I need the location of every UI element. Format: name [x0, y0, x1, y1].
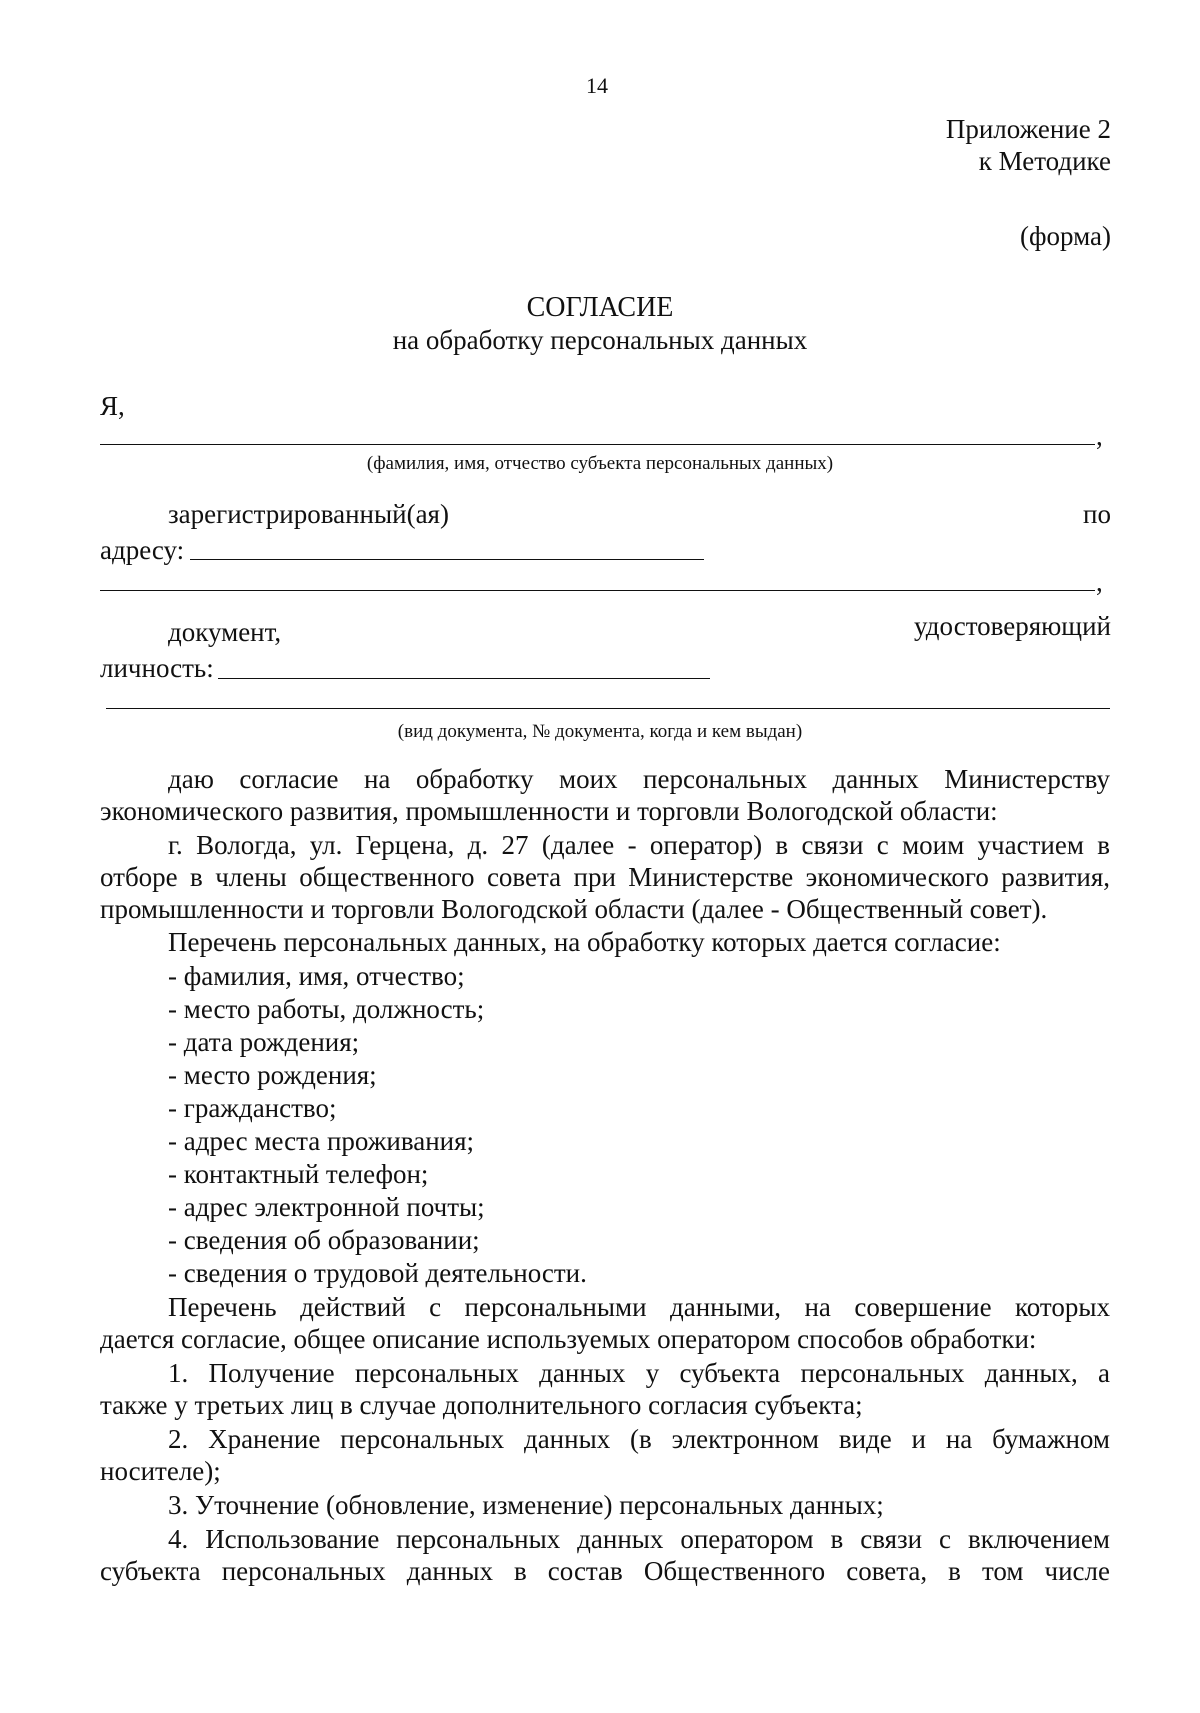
appendix-line-1: Приложение 2	[945, 114, 1111, 144]
operator-paragraph-line-2: отборе в члены общественного совета при Министерстве экономического развития,	[100, 862, 1110, 892]
operator-paragraph-line-1: г. Вологда, ул. Герцена, д. 27 (далее - оператор) в связи с моим участием в	[168, 830, 1110, 860]
document-details-input-line[interactable]	[106, 708, 1110, 709]
action-4-line-2: субъекта персональных данных в состав Общественного совета, в том числе	[100, 1556, 1110, 1586]
list-item: - фамилия, имя, отчество;	[168, 961, 465, 991]
document-subtitle: на обработку персональных данных	[392, 325, 808, 355]
address-input-line-2[interactable]	[100, 590, 1095, 591]
action-3: 3. Уточнение (обновление, изменение) персональных данных;	[168, 1490, 884, 1520]
list-item: - адрес электронной почты;	[168, 1192, 485, 1222]
action-2-line-2: носителе);	[100, 1456, 221, 1486]
list-item: - сведения о трудовой деятельности.	[168, 1258, 587, 1288]
document-caption: (вид документа, № документа, когда и кем выдан)	[397, 721, 803, 742]
ya-label: Я,	[100, 391, 125, 421]
actions-paragraph-line-2: дается согласие, общее описание используемых оператором способов обработки:	[100, 1324, 1037, 1354]
data-list-heading: Перечень персональных данных, на обработку которых дается согласие:	[168, 927, 1001, 957]
fio-input-line[interactable]	[100, 444, 1095, 445]
identity-input-line[interactable]	[218, 678, 710, 679]
action-1-line-1: 1. Получение персональных данных у субъекта персональных данных, а	[168, 1358, 1110, 1388]
page-number: 14	[586, 73, 608, 98]
identity-label: личность:	[100, 653, 214, 683]
list-item: - адрес места проживания;	[168, 1126, 475, 1156]
list-item: - контактный телефон;	[168, 1159, 429, 1189]
list-item: - дата рождения;	[168, 1027, 360, 1057]
consent-paragraph-line-2: экономического развития, промышленности и торговли Вологодской области:	[100, 796, 998, 826]
action-2-line-1: 2. Хранение персональных данных (в электронном виде и на бумажном	[168, 1424, 1110, 1454]
appendix-line-2: к Методике	[978, 146, 1111, 176]
registered-label: зарегистрированный(ая)	[168, 499, 449, 529]
address-comma: ,	[1096, 567, 1103, 597]
consent-paragraph-line-1: даю согласие на обработку моих персональных данных Министерству	[168, 764, 1110, 794]
document-label: документ,	[168, 617, 282, 647]
fio-caption: (фамилия, имя, отчество субъекта персональных данных)	[366, 453, 834, 474]
certifying-label: удостоверяющий	[914, 611, 1111, 641]
address-input-line[interactable]	[190, 559, 704, 560]
form-label: (форма)	[1020, 221, 1111, 251]
fio-comma: ,	[1096, 421, 1103, 451]
list-item: - место работы, должность;	[168, 994, 485, 1024]
address-label: адресу:	[100, 535, 185, 565]
actions-paragraph-line-1: Перечень действий с персональными данными, на совершение которых	[168, 1292, 1110, 1322]
document-title: СОГЛАСИЕ	[526, 292, 674, 323]
po-label: по	[1083, 499, 1111, 529]
list-item: - сведения об образовании;	[168, 1225, 480, 1255]
list-item: - место рождения;	[168, 1060, 377, 1090]
action-1-line-2: также у третьих лиц в случае дополнительного согласия субъекта;	[100, 1390, 863, 1420]
list-item: - гражданство;	[168, 1093, 337, 1123]
action-4-line-1: 4. Использование персональных данных оператором в связи с включением	[168, 1524, 1110, 1554]
operator-paragraph-line-3: промышленности и торговли Вологодской области (далее - Общественный совет).	[100, 894, 1048, 924]
